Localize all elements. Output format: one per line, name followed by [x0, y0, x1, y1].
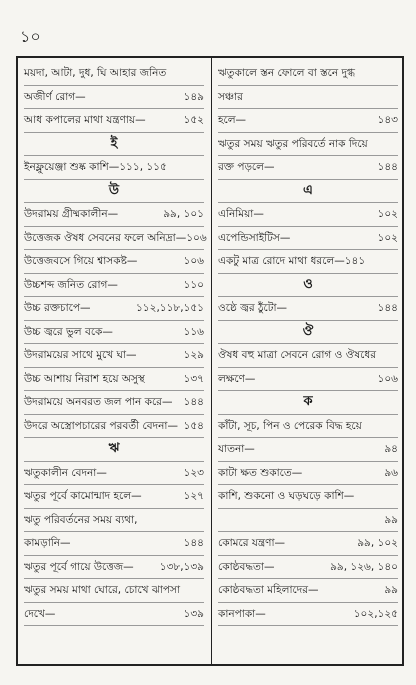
entry-page-number: ১৪৪ [183, 537, 204, 549]
entry-text: আধ কপালের মাথা যন্ত্রণায়— [24, 114, 146, 126]
entry-page-number: ১২৭ [183, 490, 204, 502]
index-entry [218, 438, 398, 462]
index-entry [218, 250, 398, 274]
index-entry [24, 485, 204, 509]
entry-text: উত্তেজবসে গিয়ে শ্বাসকষ্ট— [24, 255, 138, 267]
index-entry [218, 603, 398, 627]
index-entry [24, 203, 204, 227]
entry-text: ঋতুর পূর্বে কামোন্মাদ হলে— [24, 490, 142, 502]
entry-text: এনিমিয়া— [218, 208, 264, 220]
entry-page-number: ১১৬ [183, 325, 204, 338]
section-letter-heading: এ [218, 180, 398, 204]
entry-page-number: ৯৯, ১০১ [163, 208, 204, 220]
index-entry [218, 227, 398, 251]
entry-page-number: ১০২ [377, 208, 398, 220]
entry-text: কাশি, শুকনো ও ঘড়ঘড়ে কাশি— [218, 490, 355, 502]
entry-page-number: ১৪৯ [183, 90, 204, 103]
index-entry [24, 344, 204, 368]
section-letter-heading: ও [218, 274, 398, 298]
entry-text: ময়দা, আটা, দুধ, ঘি আহার জনিত [24, 67, 167, 79]
entry-text: উচ্চ আশায় নিরাশ হয়ে অসুস্থ [24, 372, 145, 385]
index-entry [218, 532, 398, 556]
entry-text: লক্ষণে— [218, 372, 256, 385]
index-entry [24, 603, 204, 627]
index-entry [24, 391, 204, 415]
entry-text: ঔষধ বহু মাত্রা সেবনে রোগ ও ঔষধের [218, 349, 376, 361]
index-entry [218, 344, 398, 368]
entry-page-number: ১৪৩ [377, 114, 398, 126]
index-entry [218, 579, 398, 603]
index-entry [218, 109, 398, 133]
entry-page-number: ১৫৪ [183, 419, 204, 432]
index-entry [24, 462, 204, 486]
entry-page-number: ৯৯ [384, 513, 398, 526]
entry-text: এপেন্ডিসাইটিস— [218, 231, 291, 244]
index-table [16, 56, 404, 666]
index-entry [218, 62, 398, 86]
entry-page-number: ৯৯ [384, 584, 398, 596]
index-entry [218, 133, 398, 157]
entry-text: কাঁটা, সূচ, পিন ও পেরেক বিদ্ধ হয়ে [218, 419, 362, 432]
entry-page-number: ১২৯ [183, 349, 204, 361]
index-entry [218, 462, 398, 486]
entry-text: ঋতুর পূর্বে গায়ে উত্তেজ— [24, 560, 134, 573]
index-entry [218, 509, 398, 533]
entry-text: কানপাকা— [218, 607, 266, 620]
entry-text: উদরাময় গ্রীষ্মকালীন— [24, 208, 119, 220]
index-entry [24, 368, 204, 392]
section-letter-heading: ই [24, 133, 204, 157]
index-entry [24, 321, 204, 345]
entry-text: উচ্চ রক্তচাপে— [24, 302, 91, 314]
section-letter-heading: ঋ [24, 438, 204, 462]
entry-page-number: ১৪৪ [377, 161, 398, 173]
entry-page-number: ১৫২ [183, 114, 204, 126]
entry-text: ঋতুর সময় মাথা ঘোরে, চোখে ঝাপসা [24, 584, 181, 596]
index-entry [24, 109, 204, 133]
index-entry [218, 203, 398, 227]
entry-page-number: ৯৯, ১০২ [357, 537, 398, 549]
index-entry [24, 297, 204, 321]
entry-text: উচ্চশব্দ জনিত রোগ— [24, 278, 118, 291]
left-column [24, 62, 207, 626]
entry-text: যাতনা— [218, 443, 255, 455]
entry-text: দেখে— [24, 607, 56, 620]
entry-text: ঋতুর সময় ঋতুর পরিবর্তে নাক দিয়ে [218, 137, 368, 150]
entry-text: ওষ্ঠে জ্বর ঠুঁটো— [218, 302, 288, 314]
index-entry [24, 274, 204, 298]
entry-text: হলে— [218, 114, 247, 126]
entry-page-number: ১৩৮,১৩৯ [159, 560, 204, 573]
section-letter-heading: ঔ [218, 321, 398, 345]
entry-text: ঋতুকালে স্তন ফোলে বা স্তনে দুগ্ধ [218, 67, 355, 79]
index-entry [24, 227, 207, 251]
entry-page-number: ১৩৯ [183, 607, 204, 620]
entry-text: ঋতুকালীন বেদনা— [24, 466, 107, 479]
index-entry [24, 532, 204, 556]
entry-page-number: ৯৪ [384, 443, 398, 455]
index-entry [218, 556, 398, 580]
entry-page-number: ১০২ [377, 231, 398, 244]
entry-text: উত্তেজক ঔষধ সেবনের ফলে অনিদ্রা—১০৬ [24, 231, 207, 244]
entry-page-number: ১৪৪ [377, 302, 398, 314]
entry-page-number: ১৩৭ [183, 372, 204, 385]
entry-text: ইনফ্লুয়েঞ্জা শুষ্ক কাশি—১১১, ১১৫ [24, 161, 167, 173]
index-entry [218, 415, 398, 439]
index-entry [218, 86, 398, 110]
index-entry [24, 250, 204, 274]
entry-text: রক্ত পড়লে— [218, 161, 275, 173]
entry-page-number: ১০৬ [377, 372, 398, 385]
index-entry [218, 485, 398, 509]
index-entry [218, 368, 398, 392]
entry-text: অজীর্ণ রোগ— [24, 90, 86, 103]
entry-page-number: ১২৩ [183, 466, 204, 479]
entry-text: কোষ্ঠবদ্ধতা— [218, 560, 275, 573]
index-entry [24, 579, 204, 603]
entry-text: সঞ্চার [218, 90, 243, 103]
entry-page-number: ১১০ [183, 278, 204, 291]
right-column [218, 62, 398, 626]
index-entry [218, 156, 398, 180]
index-entry [24, 156, 204, 180]
section-letter-heading: উ [24, 180, 204, 204]
entry-page-number: ১০২,১২৫ [353, 607, 398, 620]
entry-text: কোষ্ঠবদ্ধতা মহিলাদের— [218, 584, 319, 596]
entry-text: একটু মাত্র রোদে মাথা ধরলে—১৪১ [218, 255, 366, 267]
index-entry [24, 509, 204, 533]
page-number: ১০ [20, 27, 41, 46]
column-divider [211, 58, 212, 664]
entry-page-number: ৯৯, ১২৬, ১৪০ [330, 560, 398, 573]
entry-text: উদরে অস্ত্রোপচারের পরবর্তী বেদনা— [24, 419, 178, 432]
entry-text: ঋতু পরিবর্তনের সময় ব্যথা, [24, 513, 138, 526]
entry-text: কামড়ানি— [24, 537, 71, 549]
entry-text: উচ্চ জ্বরে ভুল বকে— [24, 325, 113, 338]
entry-text: উদরাময়ে অনবরত জল পান করে— [24, 396, 173, 408]
entry-page-number: ১০৬ [183, 255, 204, 267]
entry-text: কোমরে যন্ত্রণা— [218, 537, 286, 549]
index-entry [218, 297, 398, 321]
index-entry [24, 62, 204, 86]
entry-page-number: ১১২,১১৮,১৫১ [135, 302, 204, 314]
index-entry [24, 86, 204, 110]
section-letter-heading: ক [218, 391, 398, 415]
entry-page-number: ৯৬ [384, 466, 398, 479]
index-entry [24, 556, 204, 580]
entry-text: কাটা ক্ষত শুকাতে— [218, 466, 303, 479]
index-entry [24, 415, 204, 439]
entry-page-number: ১৪৪ [183, 396, 204, 408]
entry-text: উদরাময়ের সাথে মুখে ঘা— [24, 349, 137, 361]
